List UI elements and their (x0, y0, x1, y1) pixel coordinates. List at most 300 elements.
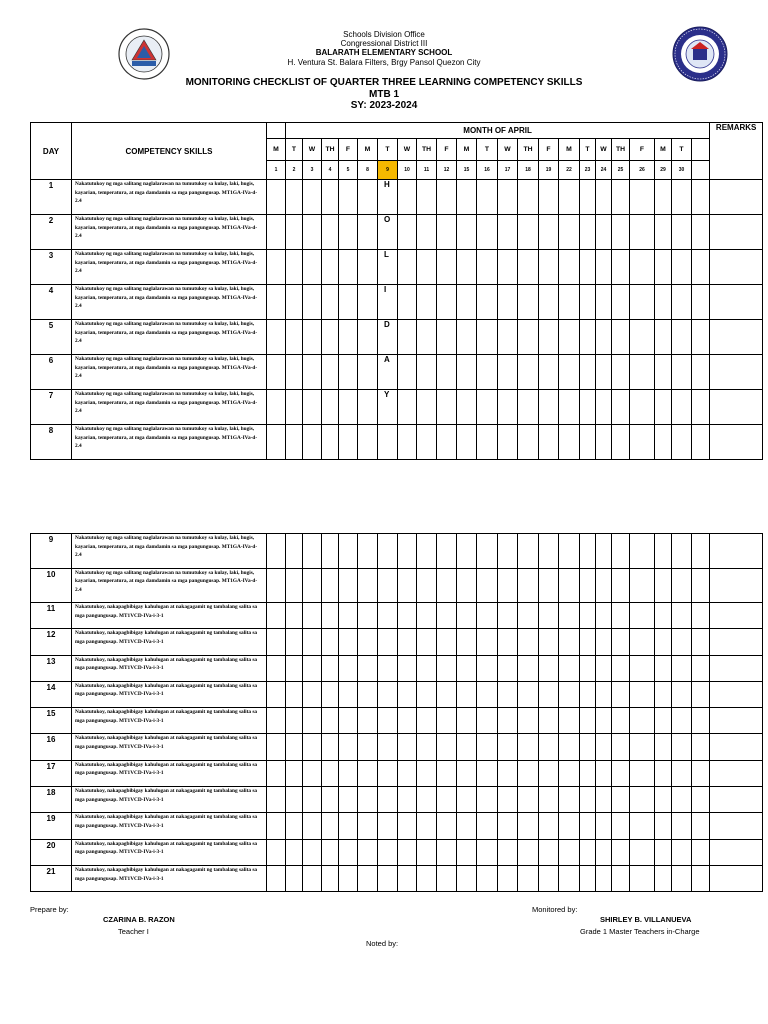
check-cell[interactable] (580, 629, 596, 655)
check-cell[interactable] (539, 813, 559, 839)
check-cell[interactable] (672, 425, 692, 460)
check-cell[interactable] (437, 320, 457, 355)
check-cell[interactable] (498, 390, 518, 425)
check-cell[interactable] (612, 813, 630, 839)
check-cell[interactable] (672, 787, 692, 813)
check-cell[interactable] (398, 250, 417, 285)
check-cell[interactable] (339, 655, 358, 681)
check-cell[interactable] (286, 865, 303, 891)
check-cell[interactable] (655, 603, 672, 629)
check-cell[interactable] (339, 813, 358, 839)
check-cell[interactable] (559, 865, 580, 891)
check-cell[interactable] (322, 285, 339, 320)
check-cell[interactable] (339, 215, 358, 250)
check-cell[interactable] (437, 568, 457, 603)
check-cell[interactable] (303, 629, 322, 655)
check-cell[interactable] (267, 320, 286, 355)
check-cell[interactable] (267, 760, 286, 786)
check-cell[interactable] (378, 734, 398, 760)
check-cell[interactable] (457, 839, 477, 865)
check-cell[interactable] (437, 734, 457, 760)
check-cell[interactable] (437, 787, 457, 813)
check-cell[interactable] (378, 681, 398, 707)
check-cell[interactable] (612, 655, 630, 681)
check-cell[interactable] (398, 839, 417, 865)
check-cell[interactable] (398, 629, 417, 655)
check-cell[interactable] (267, 681, 286, 707)
check-cell[interactable] (630, 425, 655, 460)
remarks-cell[interactable] (710, 839, 763, 865)
check-cell[interactable] (437, 760, 457, 786)
check-cell[interactable] (286, 285, 303, 320)
remarks-cell[interactable] (710, 425, 763, 460)
check-cell[interactable] (518, 285, 539, 320)
check-cell[interactable] (580, 681, 596, 707)
check-cell[interactable] (580, 787, 596, 813)
check-cell[interactable] (559, 534, 580, 569)
check-cell[interactable] (267, 865, 286, 891)
check-cell[interactable] (596, 250, 612, 285)
check-cell[interactable] (437, 180, 457, 215)
check-cell[interactable] (518, 865, 539, 891)
check-cell[interactable] (457, 320, 477, 355)
remarks-cell[interactable] (710, 320, 763, 355)
check-cell[interactable] (596, 320, 612, 355)
check-cell[interactable] (477, 839, 498, 865)
check-cell[interactable] (267, 285, 286, 320)
check-cell[interactable] (322, 425, 339, 460)
remarks-cell[interactable] (710, 215, 763, 250)
check-cell[interactable] (303, 734, 322, 760)
check-cell[interactable] (559, 390, 580, 425)
check-cell[interactable] (539, 425, 559, 460)
check-cell[interactable] (457, 734, 477, 760)
check-cell[interactable] (398, 285, 417, 320)
check-cell[interactable] (630, 320, 655, 355)
check-cell[interactable] (596, 865, 612, 891)
check-cell[interactable] (672, 865, 692, 891)
check-cell[interactable] (358, 708, 378, 734)
check-cell[interactable] (580, 813, 596, 839)
check-cell[interactable] (303, 839, 322, 865)
check-cell[interactable] (398, 425, 417, 460)
remarks-cell[interactable] (692, 425, 710, 460)
check-cell[interactable] (417, 865, 437, 891)
check-cell[interactable] (457, 865, 477, 891)
check-cell[interactable] (612, 215, 630, 250)
check-cell[interactable] (457, 603, 477, 629)
check-cell[interactable] (437, 813, 457, 839)
check-cell[interactable] (398, 390, 417, 425)
check-cell[interactable] (630, 215, 655, 250)
check-cell[interactable] (358, 629, 378, 655)
check-cell[interactable] (477, 629, 498, 655)
check-cell[interactable] (267, 568, 286, 603)
check-cell[interactable] (358, 734, 378, 760)
check-cell[interactable] (322, 534, 339, 569)
check-cell[interactable] (437, 425, 457, 460)
check-cell[interactable] (630, 681, 655, 707)
check-cell[interactable] (477, 603, 498, 629)
check-cell[interactable] (398, 603, 417, 629)
check-cell[interactable] (457, 390, 477, 425)
check-cell[interactable] (303, 390, 322, 425)
check-cell[interactable] (559, 813, 580, 839)
check-cell[interactable] (286, 320, 303, 355)
check-cell[interactable] (672, 180, 692, 215)
check-cell[interactable] (267, 734, 286, 760)
check-cell[interactable] (457, 787, 477, 813)
check-cell[interactable] (417, 655, 437, 681)
check-cell[interactable] (498, 708, 518, 734)
check-cell[interactable] (559, 568, 580, 603)
check-cell[interactable] (539, 655, 559, 681)
check-cell[interactable] (339, 734, 358, 760)
check-cell[interactable] (457, 285, 477, 320)
remarks-cell[interactable] (710, 787, 763, 813)
check-cell[interactable] (612, 839, 630, 865)
check-cell[interactable] (539, 787, 559, 813)
check-cell[interactable] (417, 760, 437, 786)
check-cell[interactable] (477, 250, 498, 285)
check-cell[interactable] (378, 708, 398, 734)
check-cell[interactable] (580, 839, 596, 865)
check-cell[interactable] (267, 355, 286, 390)
remarks-cell[interactable] (710, 708, 763, 734)
check-cell[interactable] (655, 568, 672, 603)
check-cell[interactable] (303, 320, 322, 355)
check-cell[interactable] (286, 250, 303, 285)
check-cell[interactable] (358, 425, 378, 460)
check-cell[interactable] (378, 813, 398, 839)
check-cell[interactable] (580, 734, 596, 760)
check-cell[interactable] (358, 865, 378, 891)
check-cell[interactable] (518, 655, 539, 681)
check-cell[interactable] (630, 568, 655, 603)
check-cell[interactable] (580, 390, 596, 425)
check-cell[interactable] (580, 250, 596, 285)
check-cell[interactable] (612, 865, 630, 891)
check-cell[interactable] (339, 425, 358, 460)
check-cell[interactable] (539, 250, 559, 285)
check-cell[interactable] (559, 839, 580, 865)
remarks-cell[interactable] (692, 839, 710, 865)
check-cell[interactable] (339, 320, 358, 355)
check-cell[interactable] (322, 760, 339, 786)
check-cell[interactable] (398, 568, 417, 603)
check-cell[interactable] (286, 655, 303, 681)
remarks-cell[interactable] (692, 285, 710, 320)
check-cell[interactable] (596, 285, 612, 320)
remarks-cell[interactable] (692, 865, 710, 891)
check-cell[interactable] (322, 215, 339, 250)
check-cell[interactable] (477, 655, 498, 681)
check-cell[interactable] (322, 813, 339, 839)
check-cell[interactable] (655, 760, 672, 786)
check-cell[interactable] (339, 708, 358, 734)
check-cell[interactable] (286, 708, 303, 734)
remarks-cell[interactable] (710, 734, 763, 760)
check-cell[interactable] (518, 629, 539, 655)
check-cell[interactable] (580, 285, 596, 320)
check-cell[interactable] (322, 180, 339, 215)
remarks-cell[interactable] (710, 629, 763, 655)
check-cell[interactable] (672, 708, 692, 734)
check-cell[interactable] (477, 285, 498, 320)
check-cell[interactable] (498, 760, 518, 786)
check-cell[interactable] (322, 734, 339, 760)
check-cell[interactable] (437, 534, 457, 569)
remarks-cell[interactable] (692, 681, 710, 707)
check-cell[interactable] (286, 629, 303, 655)
check-cell[interactable] (303, 865, 322, 891)
check-cell[interactable] (358, 568, 378, 603)
remarks-cell[interactable] (692, 813, 710, 839)
check-cell[interactable] (498, 813, 518, 839)
check-cell[interactable] (267, 180, 286, 215)
check-cell[interactable] (612, 708, 630, 734)
check-cell[interactable] (559, 629, 580, 655)
check-cell[interactable] (477, 355, 498, 390)
check-cell[interactable] (437, 839, 457, 865)
check-cell[interactable] (498, 629, 518, 655)
check-cell[interactable] (339, 355, 358, 390)
check-cell[interactable] (358, 839, 378, 865)
check-cell[interactable] (672, 603, 692, 629)
check-cell[interactable] (437, 603, 457, 629)
remarks-cell[interactable] (692, 708, 710, 734)
check-cell[interactable] (358, 787, 378, 813)
check-cell[interactable] (672, 568, 692, 603)
check-cell[interactable] (655, 629, 672, 655)
check-cell[interactable] (339, 865, 358, 891)
remarks-cell[interactable] (710, 285, 763, 320)
check-cell[interactable] (630, 603, 655, 629)
check-cell[interactable] (286, 355, 303, 390)
check-cell[interactable] (672, 813, 692, 839)
check-cell[interactable] (596, 787, 612, 813)
check-cell[interactable] (580, 655, 596, 681)
check-cell[interactable] (286, 568, 303, 603)
check-cell[interactable] (630, 655, 655, 681)
check-cell[interactable] (612, 390, 630, 425)
check-cell[interactable] (437, 285, 457, 320)
remarks-cell[interactable] (710, 681, 763, 707)
check-cell[interactable] (498, 215, 518, 250)
check-cell[interactable] (672, 320, 692, 355)
check-cell[interactable] (539, 603, 559, 629)
check-cell[interactable] (437, 865, 457, 891)
check-cell[interactable] (498, 655, 518, 681)
check-cell[interactable] (339, 787, 358, 813)
check-cell[interactable] (457, 425, 477, 460)
check-cell[interactable] (286, 760, 303, 786)
check-cell[interactable] (417, 681, 437, 707)
check-cell[interactable] (612, 603, 630, 629)
check-cell[interactable] (457, 629, 477, 655)
check-cell[interactable] (267, 250, 286, 285)
check-cell[interactable] (417, 390, 437, 425)
check-cell[interactable] (672, 390, 692, 425)
check-cell[interactable] (378, 655, 398, 681)
check-cell[interactable] (596, 681, 612, 707)
check-cell[interactable] (612, 787, 630, 813)
check-cell[interactable] (498, 603, 518, 629)
check-cell[interactable] (267, 813, 286, 839)
check-cell[interactable] (518, 250, 539, 285)
check-cell[interactable] (303, 708, 322, 734)
check-cell[interactable] (322, 390, 339, 425)
check-cell[interactable] (559, 760, 580, 786)
check-cell[interactable] (655, 655, 672, 681)
check-cell[interactable] (630, 355, 655, 390)
check-cell[interactable] (580, 355, 596, 390)
check-cell[interactable] (672, 250, 692, 285)
check-cell[interactable] (630, 180, 655, 215)
check-cell[interactable] (518, 390, 539, 425)
check-cell[interactable] (267, 603, 286, 629)
check-cell[interactable] (596, 708, 612, 734)
check-cell[interactable] (539, 180, 559, 215)
check-cell[interactable] (539, 320, 559, 355)
check-cell[interactable] (596, 390, 612, 425)
check-cell[interactable] (378, 865, 398, 891)
check-cell[interactable] (417, 534, 437, 569)
check-cell[interactable] (358, 180, 378, 215)
remarks-cell[interactable] (692, 734, 710, 760)
check-cell[interactable] (518, 568, 539, 603)
remarks-cell[interactable] (692, 355, 710, 390)
check-cell[interactable] (655, 839, 672, 865)
remarks-cell[interactable] (692, 629, 710, 655)
check-cell[interactable] (559, 285, 580, 320)
check-cell[interactable] (655, 865, 672, 891)
check-cell[interactable] (612, 320, 630, 355)
check-cell[interactable] (672, 215, 692, 250)
check-cell[interactable] (358, 285, 378, 320)
check-cell[interactable] (655, 734, 672, 760)
remarks-cell[interactable] (710, 603, 763, 629)
check-cell[interactable] (612, 681, 630, 707)
remarks-cell[interactable] (692, 655, 710, 681)
check-cell[interactable] (378, 760, 398, 786)
check-cell[interactable] (539, 355, 559, 390)
check-cell[interactable] (398, 655, 417, 681)
check-cell[interactable] (358, 603, 378, 629)
check-cell[interactable] (322, 865, 339, 891)
check-cell[interactable] (267, 534, 286, 569)
check-cell[interactable] (417, 734, 437, 760)
check-cell[interactable] (417, 603, 437, 629)
check-cell[interactable] (457, 250, 477, 285)
check-cell[interactable] (286, 734, 303, 760)
check-cell[interactable] (417, 629, 437, 655)
check-cell[interactable] (498, 839, 518, 865)
remarks-cell[interactable] (710, 655, 763, 681)
check-cell[interactable] (303, 250, 322, 285)
check-cell[interactable] (417, 787, 437, 813)
check-cell[interactable] (339, 681, 358, 707)
check-cell[interactable] (417, 250, 437, 285)
check-cell[interactable] (655, 787, 672, 813)
check-cell[interactable] (612, 534, 630, 569)
check-cell[interactable] (322, 708, 339, 734)
check-cell[interactable] (398, 787, 417, 813)
check-cell[interactable] (286, 180, 303, 215)
check-cell[interactable] (417, 839, 437, 865)
check-cell[interactable] (398, 760, 417, 786)
check-cell[interactable] (358, 681, 378, 707)
check-cell[interactable] (612, 760, 630, 786)
check-cell[interactable] (286, 534, 303, 569)
check-cell[interactable] (339, 250, 358, 285)
remarks-cell[interactable] (710, 760, 763, 786)
remarks-cell[interactable] (692, 390, 710, 425)
check-cell[interactable] (322, 250, 339, 285)
check-cell[interactable] (580, 708, 596, 734)
check-cell[interactable] (267, 655, 286, 681)
check-cell[interactable] (498, 681, 518, 707)
check-cell[interactable] (378, 568, 398, 603)
check-cell[interactable] (612, 285, 630, 320)
check-cell[interactable] (518, 534, 539, 569)
remarks-cell[interactable] (710, 180, 763, 215)
check-cell[interactable] (457, 708, 477, 734)
check-cell[interactable] (267, 708, 286, 734)
check-cell[interactable] (498, 865, 518, 891)
remarks-cell[interactable] (692, 760, 710, 786)
check-cell[interactable] (539, 285, 559, 320)
check-cell[interactable] (303, 285, 322, 320)
check-cell[interactable] (518, 215, 539, 250)
check-cell[interactable] (398, 865, 417, 891)
check-cell[interactable] (672, 285, 692, 320)
check-cell[interactable] (286, 425, 303, 460)
remarks-cell[interactable] (710, 865, 763, 891)
check-cell[interactable] (655, 215, 672, 250)
check-cell[interactable] (655, 180, 672, 215)
check-cell[interactable] (655, 813, 672, 839)
check-cell[interactable] (655, 425, 672, 460)
check-cell[interactable] (267, 787, 286, 813)
check-cell[interactable] (477, 534, 498, 569)
check-cell[interactable] (398, 320, 417, 355)
remarks-cell[interactable] (692, 180, 710, 215)
check-cell[interactable] (630, 708, 655, 734)
check-cell[interactable] (596, 655, 612, 681)
check-cell[interactable] (303, 760, 322, 786)
check-cell[interactable] (286, 390, 303, 425)
check-cell[interactable] (378, 629, 398, 655)
remarks-cell[interactable] (710, 534, 763, 569)
check-cell[interactable] (477, 390, 498, 425)
remarks-cell[interactable] (710, 568, 763, 603)
check-cell[interactable] (518, 734, 539, 760)
remarks-cell[interactable] (710, 250, 763, 285)
check-cell[interactable] (612, 568, 630, 603)
check-cell[interactable] (580, 425, 596, 460)
check-cell[interactable] (498, 320, 518, 355)
check-cell[interactable] (303, 215, 322, 250)
check-cell[interactable] (477, 813, 498, 839)
check-cell[interactable] (398, 681, 417, 707)
check-cell[interactable] (612, 355, 630, 390)
check-cell[interactable] (286, 603, 303, 629)
check-cell[interactable] (518, 320, 539, 355)
check-cell[interactable] (518, 425, 539, 460)
remarks-cell[interactable] (692, 534, 710, 569)
check-cell[interactable] (518, 813, 539, 839)
